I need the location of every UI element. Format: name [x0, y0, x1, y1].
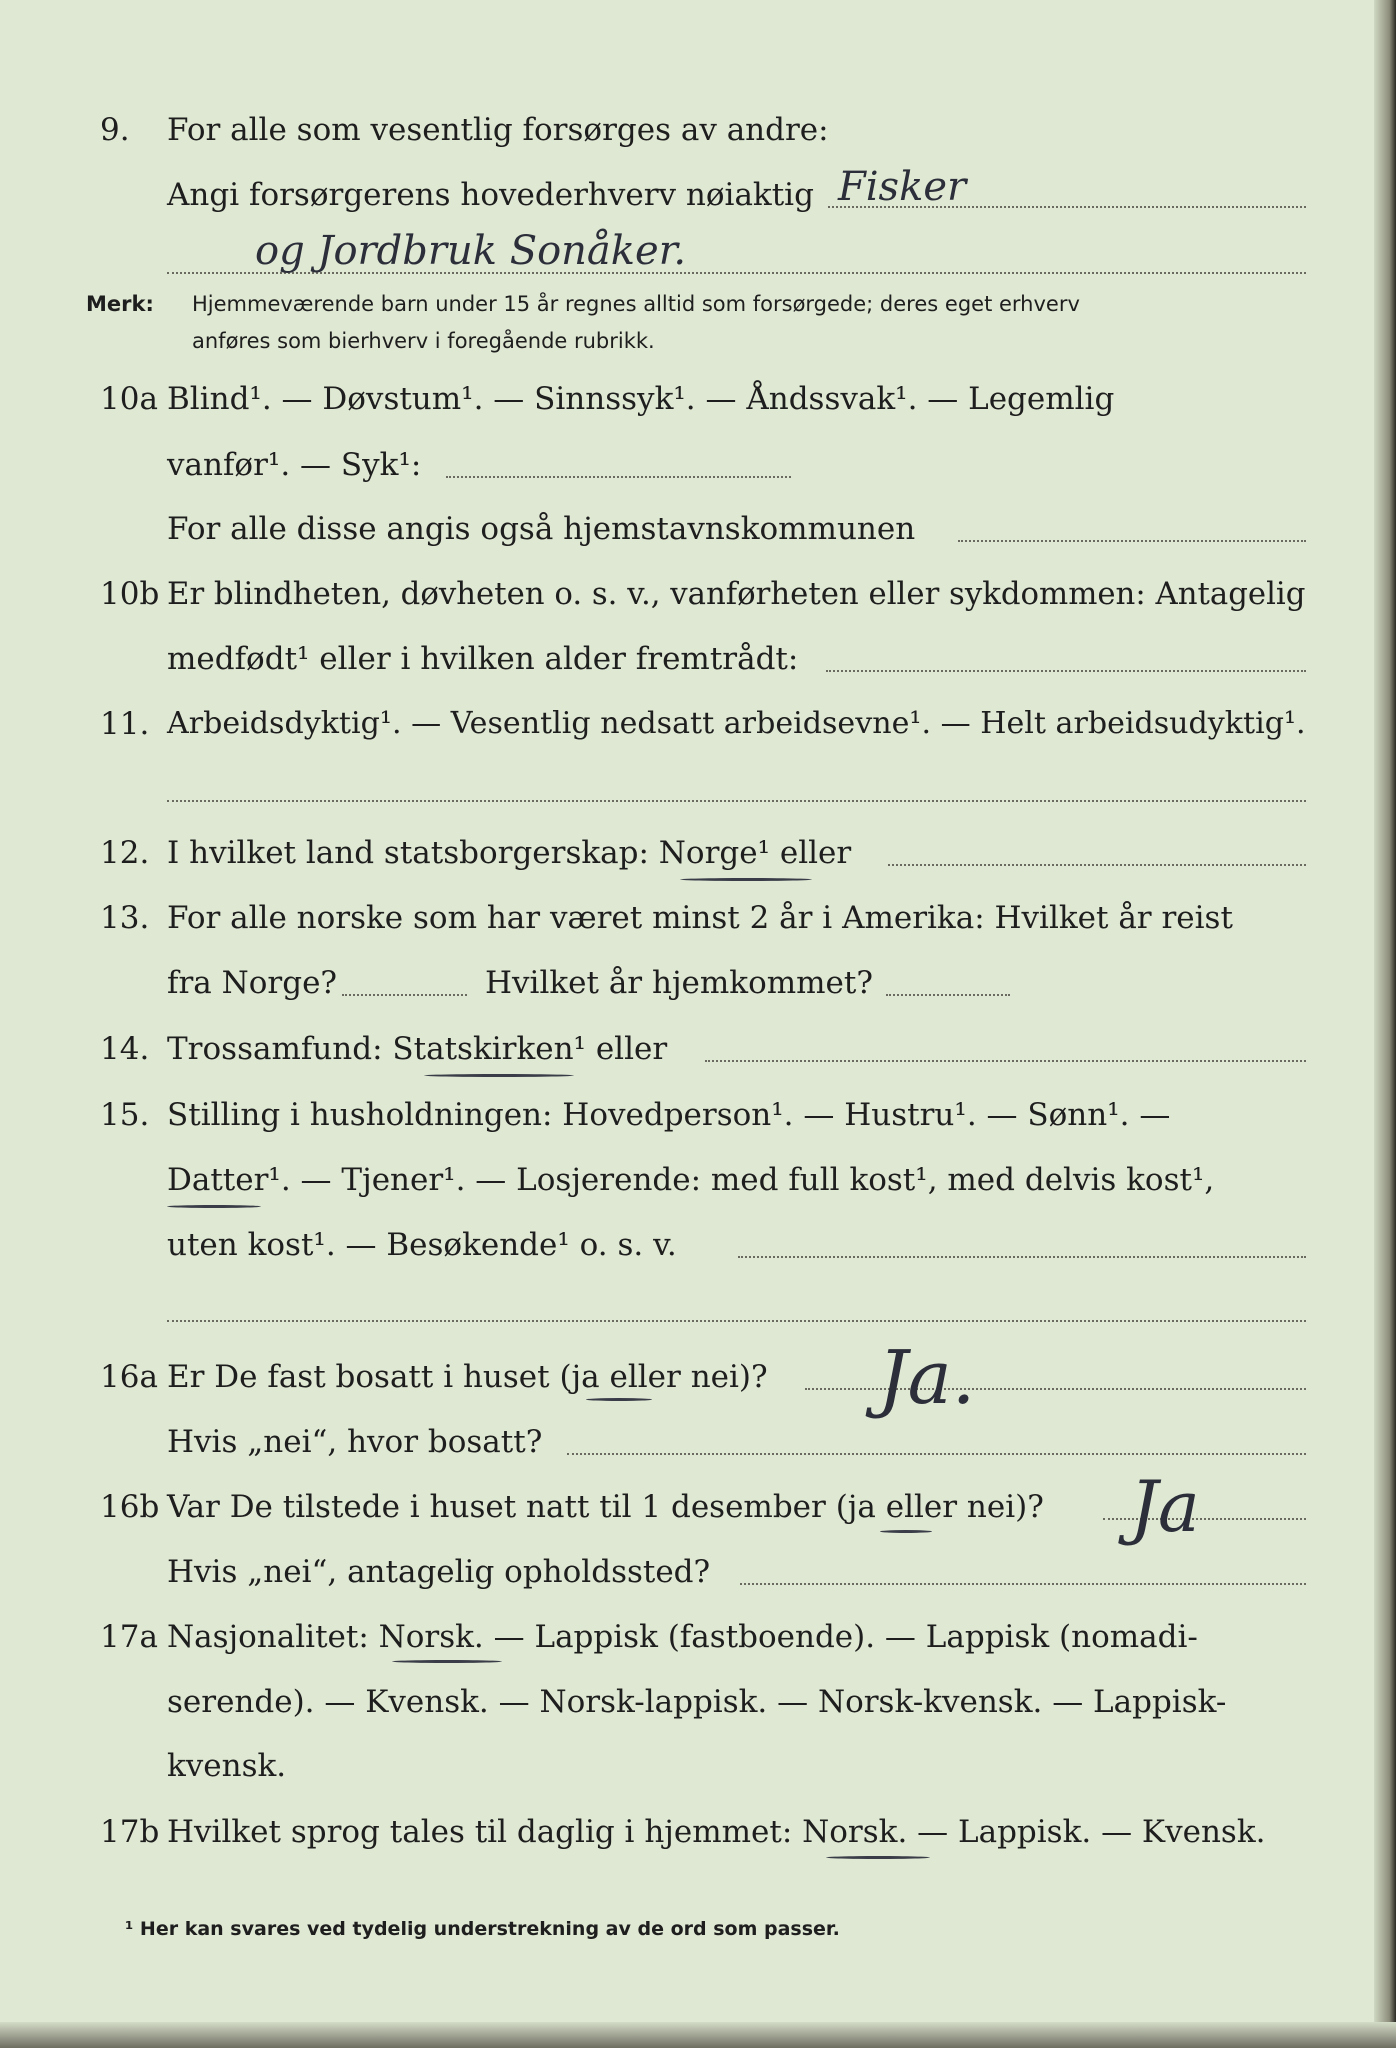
question-13 — [0, 900, 1396, 944]
question-13-line-2 — [0, 965, 1396, 1009]
question-text: For alle disse angis også hjemstavnskommunen — [167, 511, 916, 547]
question-11 — [0, 706, 1396, 750]
question-14 — [0, 1031, 1396, 1075]
answer-line — [886, 994, 1010, 996]
question-16a — [0, 1359, 1396, 1403]
question-number: 10a — [100, 381, 158, 417]
question-text: fra Norge? — [167, 965, 338, 1001]
question-number: 14. — [100, 1031, 150, 1067]
question-number: 10b — [100, 576, 160, 612]
underline-mark — [586, 1398, 652, 1401]
note-text: Hjemmeværende barn under 15 år regnes alltid som forsørgede; deres eget erhverv — [192, 292, 1080, 316]
question-number: 12. — [100, 835, 150, 871]
question-text: Datter¹. — Tjener¹. — Losjerende: med full kost¹, med delvis kost¹, — [167, 1162, 1215, 1198]
underline-mark — [167, 1205, 261, 1208]
question-text: I hvilket land statsborgerskap: Norge¹ eller — [167, 835, 852, 871]
question-text: Var De tilstede i huset natt til 1 desember (ja eller nei)? — [167, 1489, 1044, 1525]
question-text: Er De fast bosatt i huset (ja eller nei)? — [167, 1359, 768, 1395]
footnote: ¹ Her kan svares ved tydelig understrekning av de ord som passer. — [125, 1918, 840, 1940]
question-text: Trossamfund: Statskirken¹ eller — [167, 1031, 668, 1067]
question-10b-line-2 — [0, 641, 1396, 685]
answer-line — [826, 670, 1306, 672]
question-text: Hvilket år hjemkommet? — [485, 965, 873, 1001]
underline-mark — [680, 878, 812, 881]
answer-line — [342, 994, 467, 996]
question-number: 13. — [100, 900, 150, 936]
question-number: 9. — [100, 112, 130, 148]
answer-line — [888, 864, 1306, 866]
question-text: Stilling i husholdningen: Hovedperson¹. — Hustru¹. — Sønn¹. — — [167, 1097, 1171, 1133]
answer-line — [567, 1453, 1306, 1455]
question-text: Angi forsørgerens hovederhverv nøiaktig — [167, 177, 814, 213]
answer-line — [167, 1320, 1306, 1322]
handwritten-answer: Ja — [1130, 1466, 1200, 1548]
question-12 — [0, 835, 1396, 879]
question-text: vanfør¹. — Syk¹: — [167, 447, 422, 483]
scan-edge-bottom — [0, 2022, 1396, 2048]
question-number: 11. — [100, 706, 150, 742]
scan-edge-right — [1374, 0, 1396, 2048]
question-text: Arbeidsdyktig¹. — Vesentlig nedsatt arbeidsevne¹. — Helt arbeidsudyktig¹. — [167, 706, 1306, 741]
handwritten-occupation: Fisker — [838, 164, 967, 210]
question-text: kvensk. — [167, 1748, 287, 1784]
question-15 — [0, 1097, 1396, 1141]
question-15-line-2 — [0, 1162, 1396, 1206]
question-10a-line-3 — [0, 511, 1396, 555]
answer-line — [167, 800, 1306, 802]
question-text: For alle norske som har været minst 2 år i Amerika: Hvilket år reist — [167, 900, 1233, 936]
question-number: 15. — [100, 1097, 150, 1133]
handwritten-answer: Ja. — [878, 1335, 976, 1421]
question-number: 16a — [100, 1359, 158, 1395]
answer-line — [705, 1060, 1306, 1062]
note-label: Merk: — [86, 292, 154, 316]
question-10a — [0, 381, 1396, 425]
question-text: Hvis „nei“, antagelig opholdssted? — [167, 1554, 711, 1590]
question-text: Hvis „nei“, hvor bosatt? — [167, 1424, 543, 1460]
question-text: Nasjonalitet: Norsk. — Lappisk (fastboende). — Lappisk (nomadi- — [167, 1619, 1198, 1655]
question-15-line-3 — [0, 1227, 1396, 1271]
question-16b-line-2 — [0, 1554, 1396, 1598]
question-text: For alle som vesentlig forsørges av andre: — [167, 112, 829, 148]
underline-mark — [880, 1530, 932, 1533]
question-16a-line-2 — [0, 1424, 1396, 1468]
question-text: uten kost¹. — Besøkende¹ o. s. v. — [167, 1227, 677, 1263]
answer-line — [738, 1256, 1306, 1258]
question-text: Hvilket sprog tales til daglig i hjemmet: Norsk. — Lappisk. — Kvensk. — [167, 1814, 1266, 1850]
question-17a — [0, 1619, 1396, 1663]
question-number: 16b — [100, 1489, 160, 1525]
answer-line — [446, 476, 791, 478]
question-text: Blind¹. — Døvstum¹. — Sinnssyk¹. — Åndssvak¹. — Legemlig — [167, 381, 1115, 417]
answer-line — [958, 540, 1306, 542]
question-text: medfødt¹ eller i hvilken alder fremtrådt: — [167, 641, 799, 677]
question-number: 17a — [100, 1619, 158, 1655]
question-17a-line-3 — [0, 1748, 1396, 1792]
question-17a-line-2 — [0, 1684, 1396, 1728]
question-9-line-2 — [0, 177, 1396, 221]
handwritten-occupation-cont: og Jordbruk Sonåker. — [255, 228, 687, 274]
underline-mark — [424, 1074, 574, 1077]
underline-mark — [392, 1660, 502, 1663]
answer-line — [740, 1583, 1306, 1585]
question-10a-line-2 — [0, 447, 1396, 491]
question-number: 17b — [100, 1814, 160, 1850]
underline-mark — [826, 1856, 930, 1859]
question-10b — [0, 576, 1396, 620]
question-text: Er blindheten, døvheten o. s. v., vanførheten eller sykdommen: Antagelig — [167, 576, 1306, 612]
note-text: anføres som bierhverv i foregående rubrikk. — [192, 329, 655, 353]
question-17b — [0, 1814, 1396, 1858]
question-9 — [0, 112, 1396, 156]
question-text: serende). — Kvensk. — Norsk-lappisk. — Norsk-kvensk. — Lappisk- — [167, 1684, 1227, 1720]
